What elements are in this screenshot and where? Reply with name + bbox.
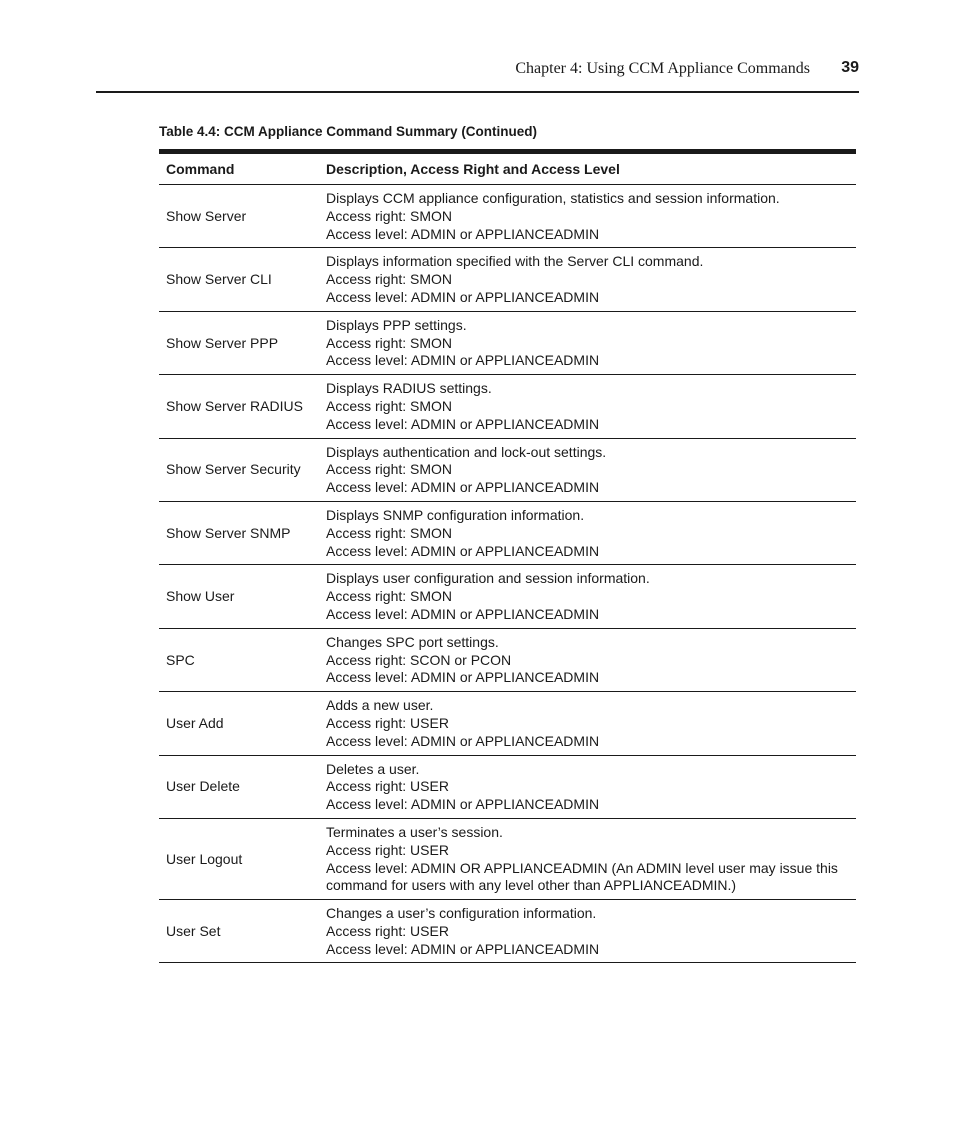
table-row [159,900,856,963]
description-line: Changes SPC port settings. [326,633,499,650]
access-level-line: Access level: ADMIN or APPLIANCEADMIN [326,352,600,369]
description-line: Displays RADIUS settings. [326,380,492,397]
table-row [159,185,856,248]
column-header-description: Description, Access Right and Access Level [319,152,856,185]
command-cell: User Add [159,692,319,755]
table-row [159,692,856,755]
table-row [159,565,856,628]
description-line: Deletes a user. [326,760,420,777]
description-cell [319,438,856,501]
command-cell: User Delete [159,755,319,818]
command-cell: Show Server Security [159,438,319,501]
page-number: 39 [841,59,859,76]
description-line: Displays SNMP configuration information. [326,506,585,523]
description-cell [319,755,856,818]
access-right-line: Access right: USER [326,714,449,731]
description-cell [319,248,856,311]
description-line: Displays information specified with the Server CLI command. [326,253,704,270]
access-right-line: Access right: SMON [326,524,453,541]
description-cell [319,628,856,691]
access-level-line: Access level: ADMIN or APPLIANCEADMIN [326,542,600,559]
description-line: Terminates a user’s session. [326,823,503,840]
table-row [159,248,856,311]
table-header-row [159,152,856,185]
command-cell: Show Server SNMP [159,501,319,564]
access-right-line: Access right: USER [326,922,449,939]
description-line: Adds a new user. [326,697,434,714]
description-cell [319,375,856,438]
access-level-line: Access level: ADMIN or APPLIANCEADMIN [326,732,600,749]
command-cell: User Logout [159,818,319,899]
table-row [159,501,856,564]
description-line: Displays authentication and lock-out settings. [326,443,607,460]
access-right-line: Access right: USER [326,841,449,858]
description-cell [319,692,856,755]
access-level-line: Access level: ADMIN or APPLIANCEADMIN [326,796,600,813]
access-right-line: Access right: SCON or PCON [326,651,512,668]
access-level-line: Access level: ADMIN or APPLIANCEADMIN [326,940,600,957]
description-cell [319,185,856,248]
page-header [96,55,859,93]
command-cell: Show Server RADIUS [159,375,319,438]
description-cell [319,565,856,628]
access-right-line: Access right: SMON [326,397,453,414]
table-row [159,818,856,899]
access-level-line: Access level: ADMIN or APPLIANCEADMIN [326,288,600,305]
chapter-title: Chapter 4: Using CCM Appliance Commands [515,60,810,77]
command-summary-table [159,149,856,963]
access-level-line: Access level: ADMIN OR APPLIANCEADMIN (An ADMIN level user may issue this command for users with any level other than APPLIANCEADMIN.) [326,859,838,894]
table-row [159,628,856,691]
access-level-line: Access level: ADMIN or APPLIANCEADMIN [326,415,600,432]
description-line: Displays user configuration and session information. [326,570,650,587]
access-level-line: Access level: ADMIN or APPLIANCEADMIN [326,605,600,622]
table-row [159,438,856,501]
command-cell: Show Server PPP [159,311,319,374]
description-line: Displays CCM appliance configuration, statistics and session information. [326,190,780,206]
access-right-line: Access right: SMON [326,334,453,351]
command-cell: User Set [159,900,319,963]
access-right-line: Access right: SMON [326,461,453,478]
column-header-command: Command [159,152,319,185]
description-cell [319,818,856,899]
table-body [159,185,856,963]
access-level-line: Access level: ADMIN or APPLIANCEADMIN [326,225,600,242]
access-right-line: Access right: SMON [326,271,453,288]
table-row [159,375,856,438]
command-cell: Show Server CLI [159,248,319,311]
table-caption: Table 4.4: CCM Appliance Command Summary (Continued) [159,124,538,139]
access-level-line: Access level: ADMIN or APPLIANCEADMIN [326,479,600,496]
access-level-line: Access level: ADMIN or APPLIANCEADMIN [326,669,600,686]
description-cell [319,311,856,374]
command-cell: SPC [159,628,319,691]
access-right-line: Access right: SMON [326,207,453,224]
table-row [159,311,856,374]
access-right-line: Access right: USER [326,778,449,795]
description-line: Displays PPP settings. [326,316,467,333]
description-cell [319,900,856,963]
description-line: Changes a user’s configuration information. [326,905,597,922]
command-cell: Show User [159,565,319,628]
table-row [159,755,856,818]
description-cell [319,501,856,564]
access-right-line: Access right: SMON [326,588,453,605]
command-cell: Show Server [159,185,319,248]
